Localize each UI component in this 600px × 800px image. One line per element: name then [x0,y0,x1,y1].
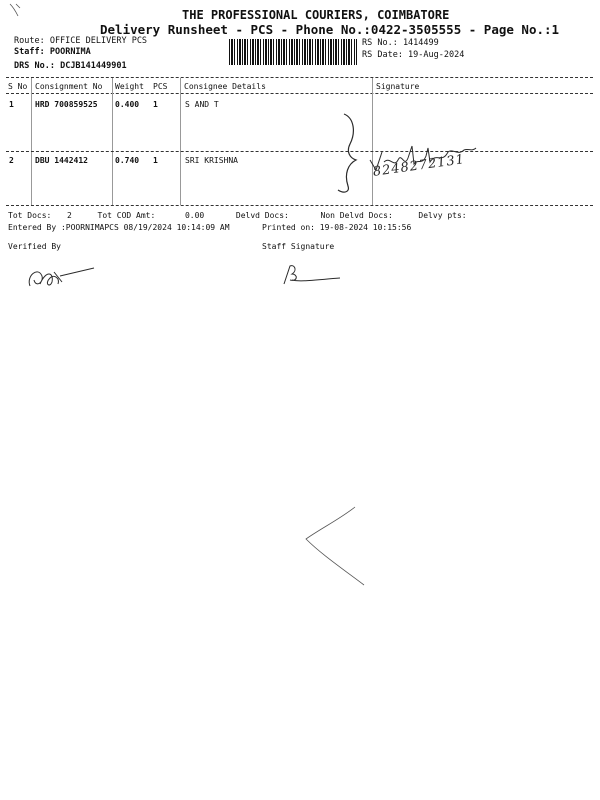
staff-name: POORNIMA [49,47,91,57]
drs-line [14,61,127,71]
row-weight: 0.740 [115,156,140,165]
verified-by-label: Verified By [8,242,61,251]
staff-signature [280,262,350,288]
col-divider [31,78,32,205]
col-signature-header: Signature [376,82,420,91]
tot-docs-value: 2 [67,211,72,220]
tot-cod-label: Tot COD Amt: [97,211,156,220]
staff-signature-label: Staff Signature [262,242,335,251]
row-pcs: 1 [153,156,158,165]
col-pcs-header: PCS [153,82,168,91]
row-separator [6,151,593,152]
row-consignee: S AND T [185,100,219,109]
col-weight-header: Weight [115,82,144,91]
drs-number: DCJB141449901 [60,61,127,71]
staff-label: Staff: [14,47,45,57]
handwritten-phone: 8248272131 [372,152,466,180]
table-header-rule [6,93,593,94]
staff-line [14,47,91,57]
non-delvd-docs-label: Non Delvd Docs: [320,211,393,220]
col-consignee-header: Consignee Details [184,82,266,91]
col-consignment-header: Consignment No [35,82,103,91]
row-consignment: HRD 700859525 [35,100,98,109]
tot-docs-label: Tot Docs: [8,211,52,220]
delvy-pts-label: Delvy pts: [418,211,467,220]
corner-mark [6,2,24,18]
rs-date: RS Date: 19-Aug-2024 [362,50,465,60]
barcode [229,39,357,65]
col-divider [180,78,181,205]
rs-number: RS No.: 1414499 [362,38,439,48]
company-title: THE PROFESSIONAL COURIERS, COIMBATORE [182,8,450,22]
drs-label: DRS No.: [14,61,55,71]
row-sno: 1 [9,100,14,109]
col-divider [112,78,113,205]
row-consignment: DBU 1442412 [35,156,88,165]
table-bottom-rule [6,205,593,206]
row-pcs: 1 [153,100,158,109]
delvd-docs-label: Delvd Docs: [235,211,289,220]
table-top-rule [6,77,593,78]
printed-on: Printed on: 19-08-2024 10:15:56 [262,223,412,232]
col-sno-header: S No [8,82,28,91]
stray-pen-mark [300,505,370,590]
row-weight: 0.400 [115,100,140,109]
runsheet-title: Delivery Runsheet - PCS - Phone No.:0422-3505555 - Page No.:1 [100,22,560,37]
row-sno: 2 [9,156,14,165]
tot-cod-value: 0.00 [184,211,205,220]
summary-line [8,211,467,220]
row-consignee: SRI KRISHNA [185,156,238,165]
verifier-signature [24,262,104,292]
route-text: Route: OFFICE DELIVERY PCS [14,36,148,46]
entered-by: Entered By :POORNIMAPCS 08/19/2024 10:14:09 AM [8,223,230,232]
